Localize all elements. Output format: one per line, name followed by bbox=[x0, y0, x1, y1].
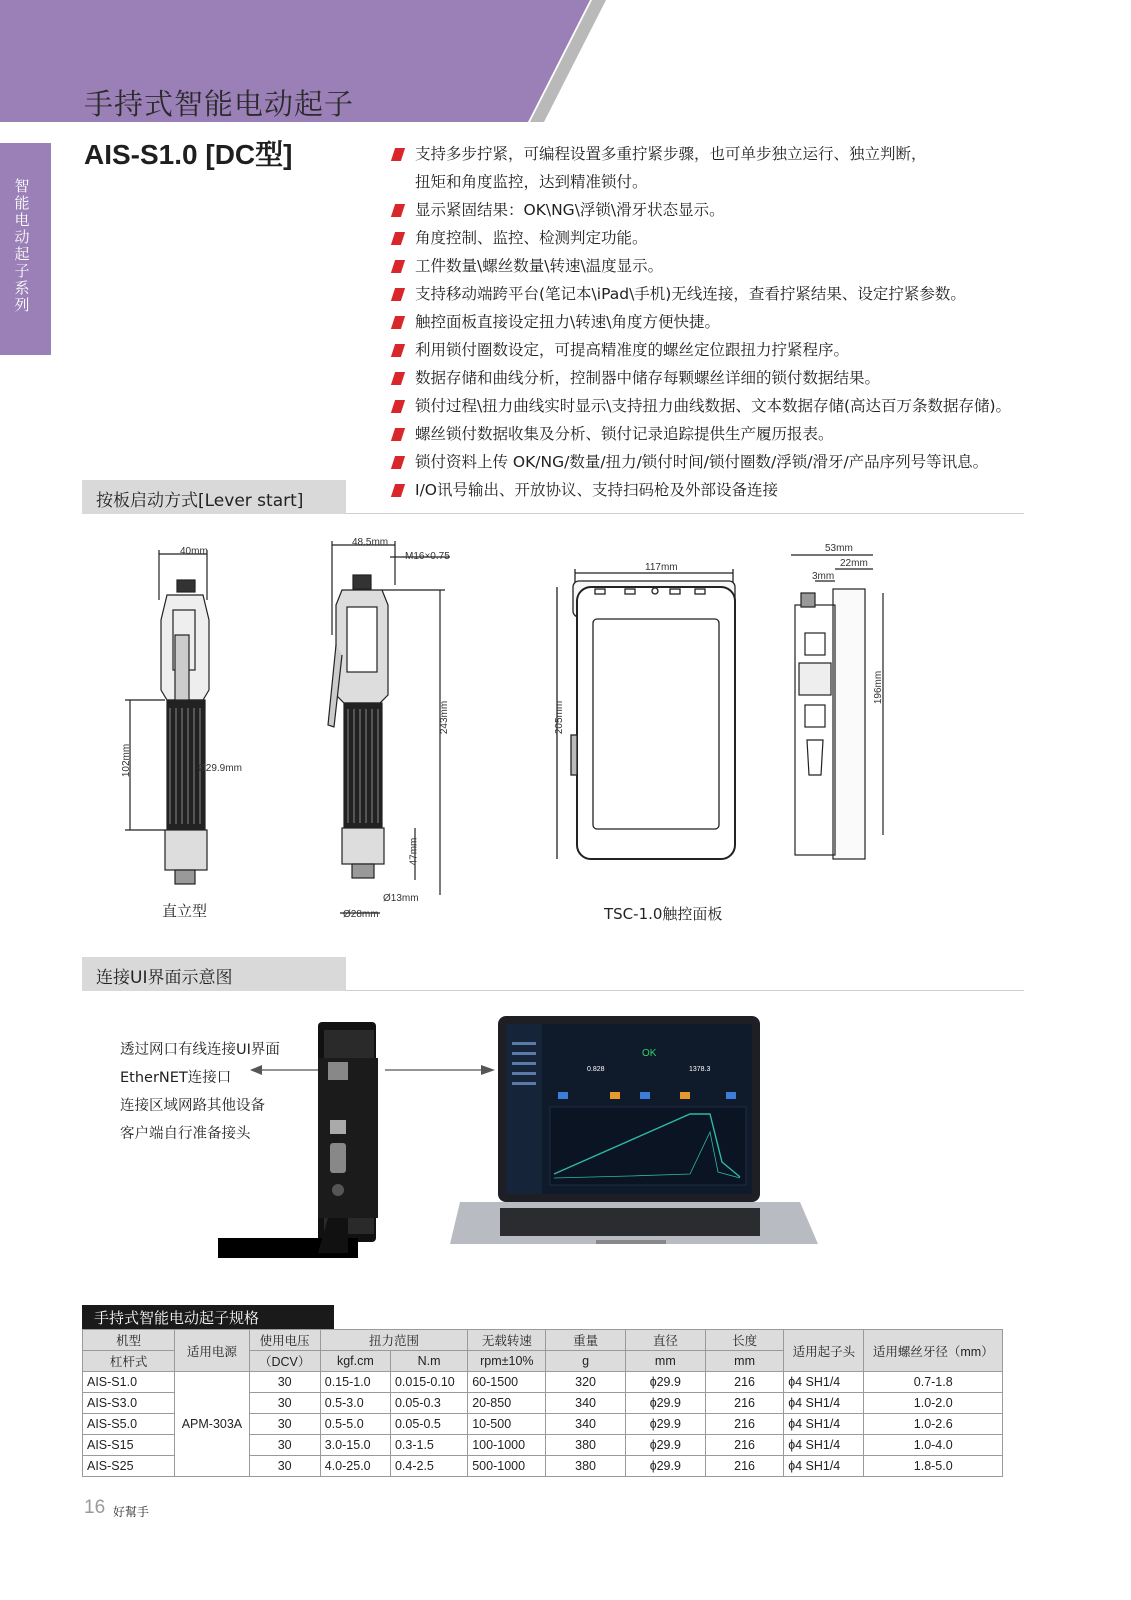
dim-height: 205mm bbox=[554, 700, 566, 735]
table-cell: 10-500 bbox=[468, 1414, 546, 1435]
feature-item: 工件数量\螺丝数量\转速\温度显示。 bbox=[393, 252, 1093, 280]
divider bbox=[346, 513, 1024, 514]
table-cell: 30 bbox=[249, 1456, 320, 1477]
dim-width: 48.5mm bbox=[352, 537, 389, 548]
table-header-cell: 使用电压 bbox=[249, 1330, 320, 1351]
bullet-mark-icon bbox=[391, 204, 405, 217]
table-header-cell: 适用螺丝牙径（mm） bbox=[864, 1330, 1003, 1372]
screen-value: 1378.3 bbox=[689, 1066, 711, 1073]
table-row bbox=[83, 1372, 1003, 1393]
dim-depth: 22mm bbox=[840, 558, 868, 569]
bullet-mark-icon bbox=[391, 400, 405, 413]
feature-item: 角度控制、监控、检测判定功能。 bbox=[393, 224, 1093, 252]
feature-item: 数据存储和曲线分析，控制器中储存每颗螺丝详细的锁付数据结果。 bbox=[393, 364, 1093, 392]
table-cell: 20-850 bbox=[468, 1393, 546, 1414]
upright-driver-drawing bbox=[115, 540, 265, 910]
connection-note: 连接区域网路其他设备 bbox=[120, 1098, 265, 1114]
model-title: AIS-S1.0 [DC型] bbox=[84, 139, 293, 170]
table-cell: 0.3-1.5 bbox=[390, 1435, 467, 1456]
section-title: 连接UI界面示意图 bbox=[96, 968, 233, 988]
page-number: 16 bbox=[84, 1497, 106, 1518]
table-cell: 216 bbox=[705, 1456, 783, 1477]
table-header-cell: kgf.cm bbox=[320, 1351, 390, 1372]
spec-title: 手持式智能电动起子规格 bbox=[94, 1309, 260, 1327]
connection-note: 透过网口有线连接UI界面 bbox=[120, 1042, 280, 1058]
table-cell: ɸ4 SH1/4 bbox=[784, 1393, 864, 1414]
dim-width: 40mm bbox=[180, 546, 208, 557]
table-cell: ɸ4 SH1/4 bbox=[784, 1372, 864, 1393]
screen-value: 0.828 bbox=[587, 1066, 605, 1073]
dim-length: 243mm bbox=[439, 700, 451, 735]
feature-item: 扭矩和角度监控，达到精准锁付。 bbox=[415, 173, 648, 191]
table-cell: 340 bbox=[546, 1414, 625, 1435]
spec-table bbox=[82, 1329, 1003, 1477]
panel-side-photo bbox=[218, 1018, 378, 1263]
bullet-mark-icon bbox=[391, 316, 405, 329]
table-header-cell: （DCV） bbox=[249, 1351, 320, 1372]
table-cell: 320 bbox=[546, 1372, 625, 1393]
table-cell: 3.0-15.0 bbox=[320, 1435, 390, 1456]
feature-item: 显示紧固结果：OK\NG\浮锁\滑牙状态显示。 bbox=[393, 196, 1093, 224]
table-header-cell: 机型 bbox=[83, 1330, 175, 1351]
table-cell: 216 bbox=[705, 1372, 783, 1393]
section-header-lever bbox=[82, 480, 346, 514]
feature-list bbox=[393, 140, 1093, 504]
table-cell: AIS-S3.0 bbox=[83, 1393, 175, 1414]
table-cell: ɸ4 SH1/4 bbox=[784, 1456, 864, 1477]
bullet-mark-icon bbox=[391, 344, 405, 357]
table-header-cell: g bbox=[546, 1351, 625, 1372]
bullet-mark-icon bbox=[391, 232, 405, 245]
table-cell: 4.0-25.0 bbox=[320, 1456, 390, 1477]
table-cell: 0.05-0.5 bbox=[390, 1414, 467, 1435]
table-cell: ɸ29.9 bbox=[625, 1372, 705, 1393]
dim-diameter: Ø28mm bbox=[343, 909, 379, 920]
dim-width: 117mm bbox=[645, 562, 678, 573]
table-cell: 216 bbox=[705, 1435, 783, 1456]
page-title: 手持式智能电动起子 bbox=[84, 87, 355, 121]
dim-height: 47mm bbox=[408, 837, 420, 866]
table-cell: 380 bbox=[546, 1435, 625, 1456]
table-header-cell: 重量 bbox=[546, 1330, 625, 1351]
laptop-photo bbox=[450, 1012, 830, 1262]
section-title: 按板启动方式[Lever start] bbox=[96, 491, 304, 511]
table-cell: 0.7-1.8 bbox=[864, 1372, 1003, 1393]
table-header-cell: 直径 bbox=[625, 1330, 705, 1351]
feature-item: 锁付资料上传 OK/NG/数量/扭力/锁付时间/锁付圈数/浮锁/滑牙/产品序列号等讯息。 bbox=[393, 448, 1093, 476]
touch-panel-side-drawing bbox=[785, 545, 895, 865]
table-cell: 60-1500 bbox=[468, 1372, 546, 1393]
dim-thread: M16×0.75 bbox=[405, 551, 450, 562]
table-cell: 500-1000 bbox=[468, 1456, 546, 1477]
table-header-cell: 长度 bbox=[705, 1330, 783, 1351]
bullet-mark-icon bbox=[391, 372, 405, 385]
table-header-cell: 适用起子头 bbox=[784, 1330, 864, 1372]
table-cell: 340 bbox=[546, 1393, 625, 1414]
table-cell: ɸ4 SH1/4 bbox=[784, 1414, 864, 1435]
table-cell: 1.0-2.0 bbox=[864, 1393, 1003, 1414]
panel-label: TSC-1.0触控面板 bbox=[604, 905, 723, 923]
table-cell: 380 bbox=[546, 1456, 625, 1477]
feature-item: I/O讯号输出、开放协议、支持扫码枪及外部设备连接 bbox=[393, 476, 1093, 504]
feature-item: 支持多步拧紧，可编程设置多重拧紧步骤，也可单步独立运行、独立判断， bbox=[393, 140, 1093, 168]
dim-diameter: Ø29.9mm bbox=[198, 763, 242, 774]
table-cell: 216 bbox=[705, 1414, 783, 1435]
table-cell: 0.015-0.10 bbox=[390, 1372, 467, 1393]
table-header-cell: mm bbox=[625, 1351, 705, 1372]
table-header-cell: 适用电源 bbox=[175, 1330, 249, 1372]
feature-item: 螺丝锁付数据收集及分析、锁付记录追踪提供生产履历报表。 bbox=[393, 420, 1093, 448]
table-header-cell: N.m bbox=[390, 1351, 467, 1372]
bullet-mark-icon bbox=[391, 484, 405, 497]
table-cell: ɸ4 SH1/4 bbox=[784, 1435, 864, 1456]
bullet-mark-icon bbox=[391, 428, 405, 441]
table-cell: 30 bbox=[249, 1372, 320, 1393]
bullet-mark-icon bbox=[391, 260, 405, 273]
feature-item: 锁付过程\扭力曲线实时显示\支持扭力曲线数据、文本数据存储(高达百万条数据存储)。 bbox=[393, 392, 1093, 420]
table-cell: 0.5-3.0 bbox=[320, 1393, 390, 1414]
dim-depth: 3mm bbox=[812, 571, 835, 582]
table-cell: 1.0-2.6 bbox=[864, 1414, 1003, 1435]
bullet-mark-icon bbox=[391, 288, 405, 301]
table-cell: 1.8-5.0 bbox=[864, 1456, 1003, 1477]
table-cell: 0.4-2.5 bbox=[390, 1456, 467, 1477]
table-header-cell: 无载转速 bbox=[468, 1330, 546, 1351]
brand-name: 好幫手 bbox=[113, 1505, 150, 1519]
table-cell: AIS-S15 bbox=[83, 1435, 175, 1456]
dim-height: 102mm bbox=[121, 743, 133, 778]
table-cell: 0.05-0.3 bbox=[390, 1393, 467, 1414]
table-cell: AIS-S1.0 bbox=[83, 1372, 175, 1393]
table-cell: ɸ29.9 bbox=[625, 1414, 705, 1435]
connection-note: 客户端自行准备接头 bbox=[120, 1126, 251, 1142]
table-cell: AIS-S5.0 bbox=[83, 1414, 175, 1435]
table-cell: 30 bbox=[249, 1414, 320, 1435]
table-header-cell: 扭力范围 bbox=[320, 1330, 467, 1351]
touch-panel-front-drawing bbox=[545, 565, 745, 865]
table-cell: 0.5-5.0 bbox=[320, 1414, 390, 1435]
table-cell: ɸ29.9 bbox=[625, 1393, 705, 1414]
table-cell: 1.0-4.0 bbox=[864, 1435, 1003, 1456]
dim-height: 196mm bbox=[873, 670, 885, 705]
feature-item: 支持移动端跨平台(笔记本\iPad\手机)无线连接，查看拧紧结果、设定拧紧参数。 bbox=[393, 280, 1093, 308]
section-header-ui bbox=[82, 957, 346, 991]
table-cell-power: APM-303A bbox=[175, 1372, 249, 1477]
divider bbox=[346, 990, 1024, 991]
spec-title-bar bbox=[82, 1305, 334, 1329]
table-cell: AIS-S25 bbox=[83, 1456, 175, 1477]
table-cell: ɸ29.9 bbox=[625, 1435, 705, 1456]
bullet-mark-icon bbox=[391, 148, 405, 161]
screen-status-ok: OK bbox=[642, 1048, 657, 1059]
table-header-cell: rpm±10% bbox=[468, 1351, 546, 1372]
table-cell: 100-1000 bbox=[468, 1435, 546, 1456]
feature-item: 触控面板直接设定扭力\转速\角度方便快捷。 bbox=[393, 308, 1093, 336]
bullet-mark-icon bbox=[391, 456, 405, 469]
table-cell: 30 bbox=[249, 1393, 320, 1414]
table-cell: 216 bbox=[705, 1393, 783, 1414]
dim-diameter: Ø13mm bbox=[383, 893, 419, 904]
side-tab-label: 智能电动起子系列 bbox=[14, 177, 30, 314]
table-header-row bbox=[83, 1330, 1003, 1351]
dim-depth: 53mm bbox=[825, 543, 853, 554]
table-cell: 30 bbox=[249, 1435, 320, 1456]
table-cell: 0.15-1.0 bbox=[320, 1372, 390, 1393]
upright-label: 直立型 bbox=[162, 902, 208, 920]
feature-item: 利用锁付圈数设定，可提高精准度的螺丝定位跟扭力拧紧程序。 bbox=[393, 336, 1093, 364]
table-cell: ɸ29.9 bbox=[625, 1456, 705, 1477]
table-header-cell: mm bbox=[705, 1351, 783, 1372]
connection-note: EtherNET连接口 bbox=[120, 1070, 232, 1086]
table-header-cell: 杠杆式 bbox=[83, 1351, 175, 1372]
